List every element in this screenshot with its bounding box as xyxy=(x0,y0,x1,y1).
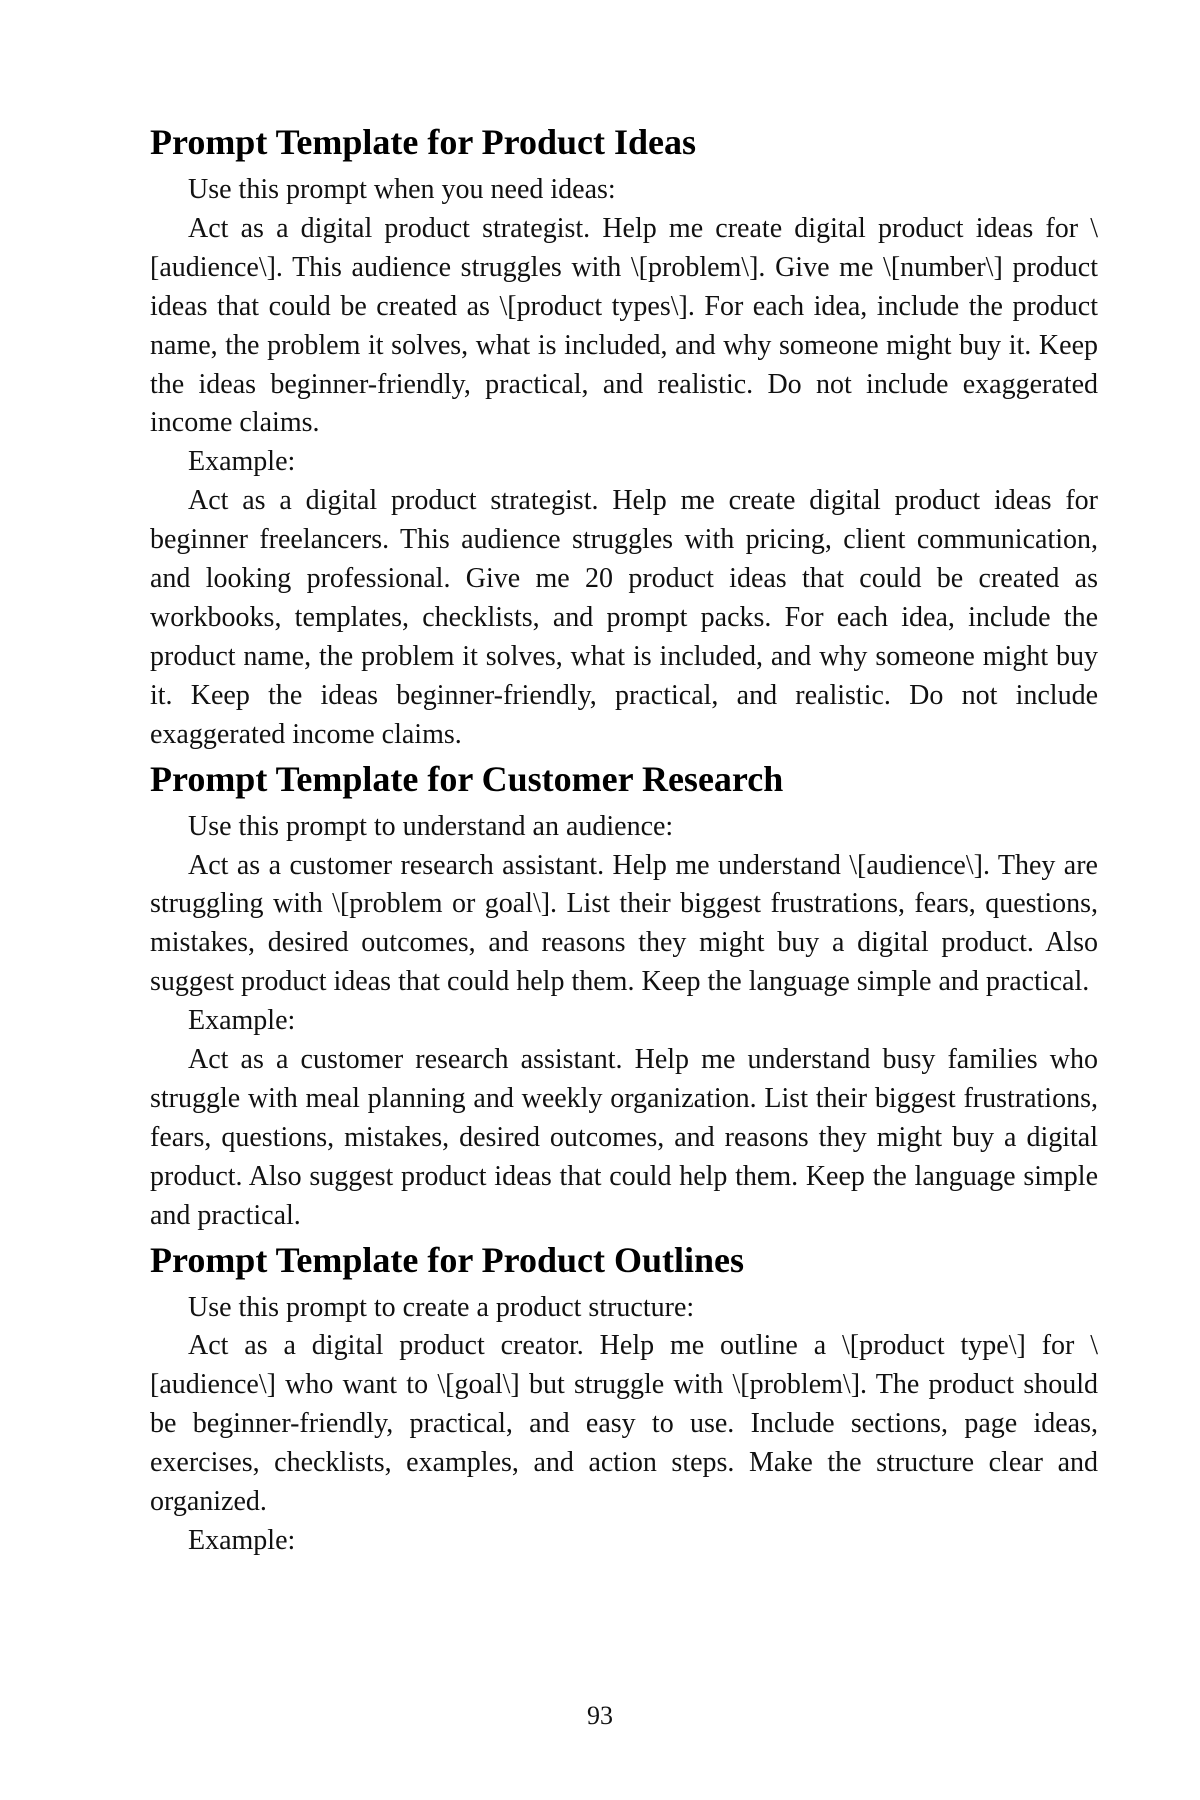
example-paragraph: Act as a digital product strategist. Help me create digital product ideas for beginner freelancers. This audience struggles with pricing, client communication, and looking professional. Give me 20 product ideas that could be created as workbooks, templates, checklists, and prompt packs. For each idea, include the product name, the problem it solves, what is included, and why someone might buy it. Keep the ideas beginner-friendly, practical, and realistic. Do not include exaggerated income claims. xyxy=(150,485,1098,750)
example-label: Example: xyxy=(188,446,296,478)
template-paragraph: Act as a digital product strategist. Help me create digital product ideas for \[audience\]. This audience struggles with \[problem\]. Give me \[number\] product ideas that could be created as \[product types\]. For each idea, include the product name, the problem it solves, what is included, and why someone might buy it. Keep the ideas beginner-friendly, practical, and realistic. Do not include exaggerated income claims. xyxy=(150,212,1098,439)
intro-paragraph: Use this prompt when you need ideas: xyxy=(188,174,616,205)
section-product-outlines xyxy=(150,1236,1098,1561)
section-heading: Prompt Template for Product Outlines xyxy=(150,1239,744,1280)
section-customer-research xyxy=(150,755,1098,1236)
section-heading: Prompt Template for Customer Research xyxy=(150,758,784,799)
intro-paragraph: Use this prompt to create a product structure: xyxy=(188,1291,695,1323)
example-label: Example: xyxy=(188,1525,296,1556)
template-paragraph: Act as a digital product creator. Help me outline a \[product type\] for \[audience\] who want to \[goal\] but struggle with \[problem\]. The product should be beginner-friendly, practical, and easy to use. Include sections, page ideas, exercises, checklists, examples, and action steps. Make the structure clear and organized. xyxy=(150,1330,1098,1518)
page-content xyxy=(150,118,1098,1561)
example-paragraph: Act as a customer research assistant. Help me understand busy families who struggle with meal planning and weekly organization. List their biggest frustrations, fears, questions, mistakes, desired outcomes, and reasons they might buy a digital product. Also suggest product ideas that could help them. Keep the language simple and practical. xyxy=(150,1044,1098,1231)
example-label: Example: xyxy=(188,1005,296,1037)
intro-paragraph: Use this prompt to understand an audience: xyxy=(188,810,674,842)
template-paragraph: Act as a customer research assistant. Help me understand \[audience\]. They are struggling with \[problem or goal\]. List their biggest frustrations, fears, questions, mistakes, desired outcomes, and reasons they might buy a digital product. Also suggest product ideas that could help them. Keep the language simple and practical. xyxy=(150,849,1098,998)
section-heading: Prompt Template for Product Ideas xyxy=(150,122,696,162)
section-product-ideas xyxy=(150,118,1098,755)
page-number: 93 xyxy=(587,1701,613,1730)
